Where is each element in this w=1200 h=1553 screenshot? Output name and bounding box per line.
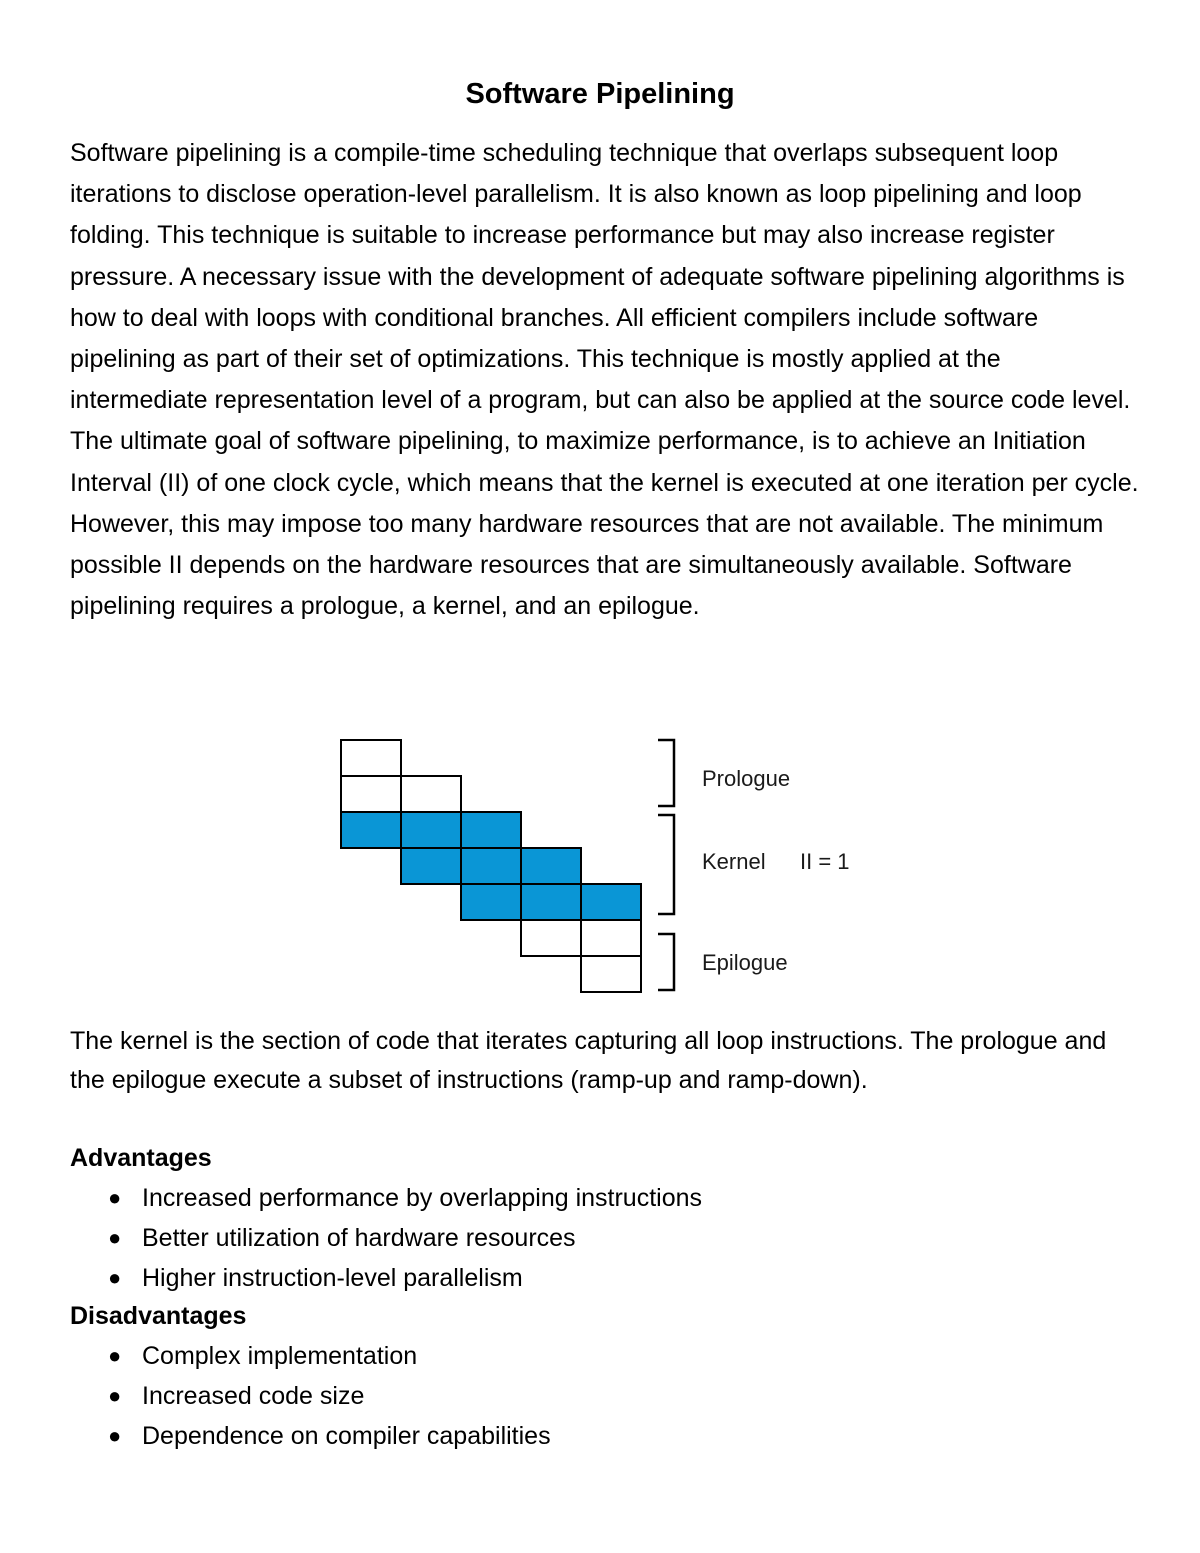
bullet-icon: ● bbox=[108, 1423, 122, 1448]
epilogue-cell bbox=[521, 920, 581, 956]
kernel-cell bbox=[341, 812, 401, 848]
list-item-text: Increased code size bbox=[142, 1382, 365, 1410]
disadvantages-list bbox=[0, 1336, 1200, 1456]
kernel-cell bbox=[521, 884, 581, 920]
list-item-text: Better utilization of hardware resources bbox=[142, 1224, 576, 1252]
epilogue-cell bbox=[581, 956, 641, 992]
page-title: Software Pipelining bbox=[465, 78, 735, 110]
pipeline-diagram bbox=[330, 730, 890, 1005]
kernel-cell bbox=[521, 848, 581, 884]
list-item-text: Dependence on compiler capabilities bbox=[142, 1422, 551, 1450]
prologue-bracket bbox=[658, 740, 674, 806]
list-item bbox=[0, 1178, 1200, 1218]
prologue-cell bbox=[401, 776, 461, 812]
bullet-icon: ● bbox=[108, 1185, 122, 1210]
epilogue-label: Epilogue bbox=[702, 950, 788, 975]
kernel-cell bbox=[581, 884, 641, 920]
kernel-paragraph: The kernel is the section of code that iterates capturing all loop instructions. The prologue and the epilogue execute a subset of instructions (ramp-up and ramp-down). bbox=[70, 1027, 1107, 1094]
kernel-cell bbox=[461, 812, 521, 848]
bullet-icon: ● bbox=[108, 1383, 122, 1408]
advantages-list bbox=[0, 1178, 1200, 1298]
list-item-text: Complex implementation bbox=[142, 1342, 418, 1370]
prologue-cell bbox=[341, 776, 401, 812]
list-item bbox=[0, 1376, 1200, 1416]
disadvantages-heading: Disadvantages bbox=[70, 1302, 247, 1330]
list-item bbox=[0, 1258, 1200, 1298]
ii-label: II = 1 bbox=[800, 849, 850, 874]
epilogue-bracket bbox=[658, 934, 674, 990]
bullet-icon: ● bbox=[108, 1265, 122, 1290]
kernel-label: Kernel bbox=[702, 849, 766, 874]
prologue-label: Prologue bbox=[702, 766, 791, 791]
list-item-text: Increased performance by overlapping instructions bbox=[142, 1184, 703, 1212]
list-item bbox=[0, 1218, 1200, 1258]
bullet-icon: ● bbox=[108, 1225, 122, 1250]
bullet-icon: ● bbox=[108, 1343, 122, 1368]
prologue-cell bbox=[341, 740, 401, 776]
intro-paragraph: Software pipelining is a compile-time scheduling technique that overlaps subsequent loop iterations to disclose operation-level parallelism. It is also known as loop pipelining and loop folding. This technique is suitable to increase performance but may also increase register pressure. A necessary issue with the development of adequate software pipelining algorithms is how to deal with loops with conditional branches. All efficient compilers include software pipelining as part of their set of optimizations. This technique is mostly applied at the intermediate representation level of a program, but can also be applied at the source code level. The ultimate goal of software pipelining, to maximize performance, is to achieve an Initiation Interval (II) of one clock cycle, which means that the kernel is executed at one iteration per cycle. However, this may impose too many hardware resources that are not available. The minimum possible II depends on the hardware resources that are simultaneously available. Software pipelining requires a prologue, a kernel, and an epilogue. bbox=[70, 139, 1139, 621]
kernel-cell bbox=[461, 884, 521, 920]
list-item-text: Higher instruction-level parallelism bbox=[142, 1264, 523, 1292]
kernel-cell bbox=[401, 812, 461, 848]
list-item bbox=[0, 1416, 1200, 1456]
kernel-bracket bbox=[658, 815, 674, 914]
advantages-heading: Advantages bbox=[70, 1144, 212, 1172]
kernel-cell bbox=[461, 848, 521, 884]
kernel-cell bbox=[401, 848, 461, 884]
epilogue-cell bbox=[581, 920, 641, 956]
list-item bbox=[0, 1336, 1200, 1376]
